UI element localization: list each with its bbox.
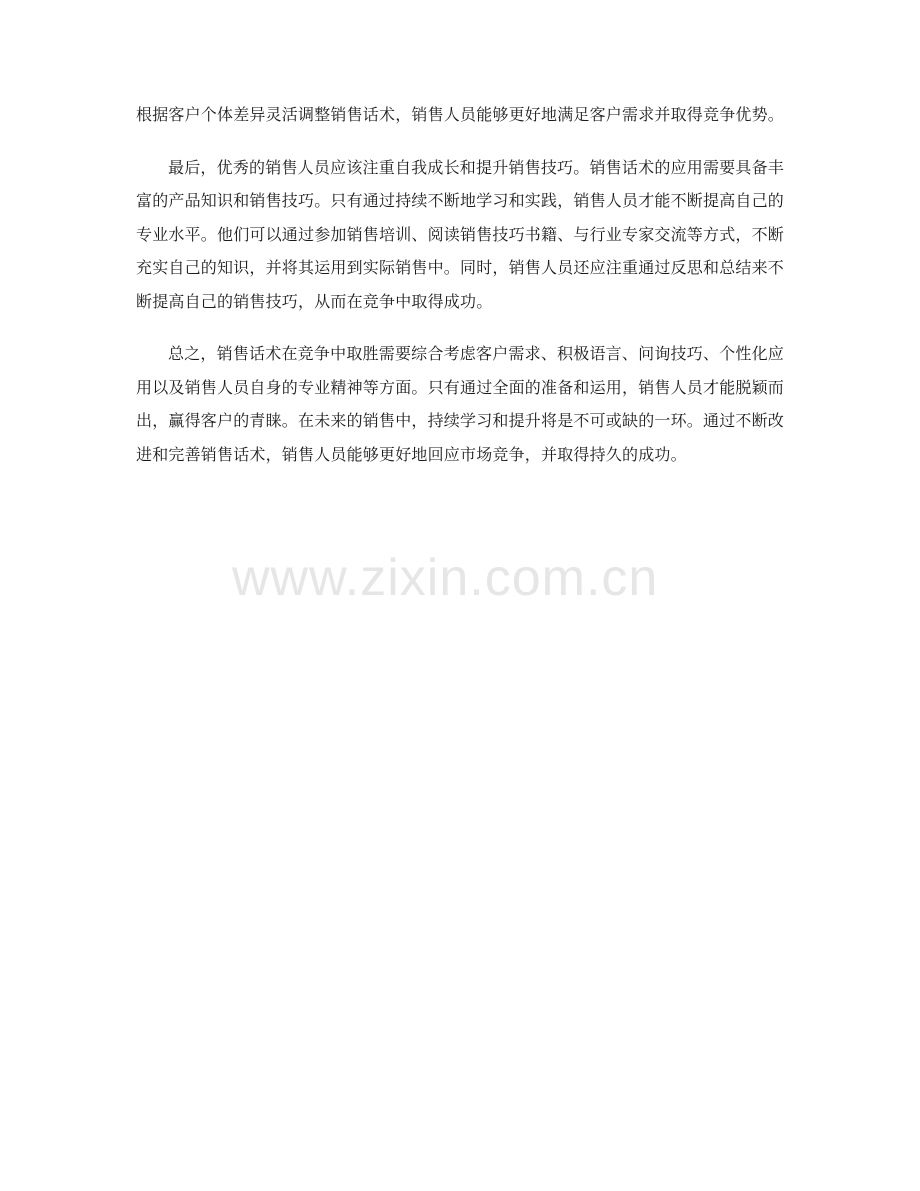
document-body <box>136 98 784 490</box>
paragraph-2: 最后，优秀的销售人员应该注重自我成长和提升销售技巧。销售话术的应用需要具备丰富的产品知识和销售技巧。只有通过持续不断地学习和实践，销售人员才能不断提高自己的专业水平。他们可以通过参加销售培训、阅读销售技巧书籍、与行业专家交流等方式，不断充实自己的知识，并将其运用到实际销售中。同时，销售人员还应注重通过反思和总结来不断提高自己的销售技巧，从而在竞争中取得成功。 <box>136 157 785 311</box>
paragraph-3: 总之，销售话术在竞争中取胜需要综合考虑客户需求、积极语言、问询技巧、个性化应用以及销售人员自身的专业精神等方面。只有通过全面的准备和运用，销售人员才能脱颖而出，赢得客户的青睐。在未来的销售中，持续学习和提升将是不可或缺的一环。通过不断改进和完善销售话术，销售人员能够更好地回应市场竞争，并取得持久的成功。 <box>136 344 785 464</box>
watermark: www.zixin.com.cn <box>232 549 659 607</box>
paragraph-1: 根据客户个体差异灵活调整销售话术，销售人员能够更好地满足客户需求并取得竞争优势。 <box>136 105 785 124</box>
